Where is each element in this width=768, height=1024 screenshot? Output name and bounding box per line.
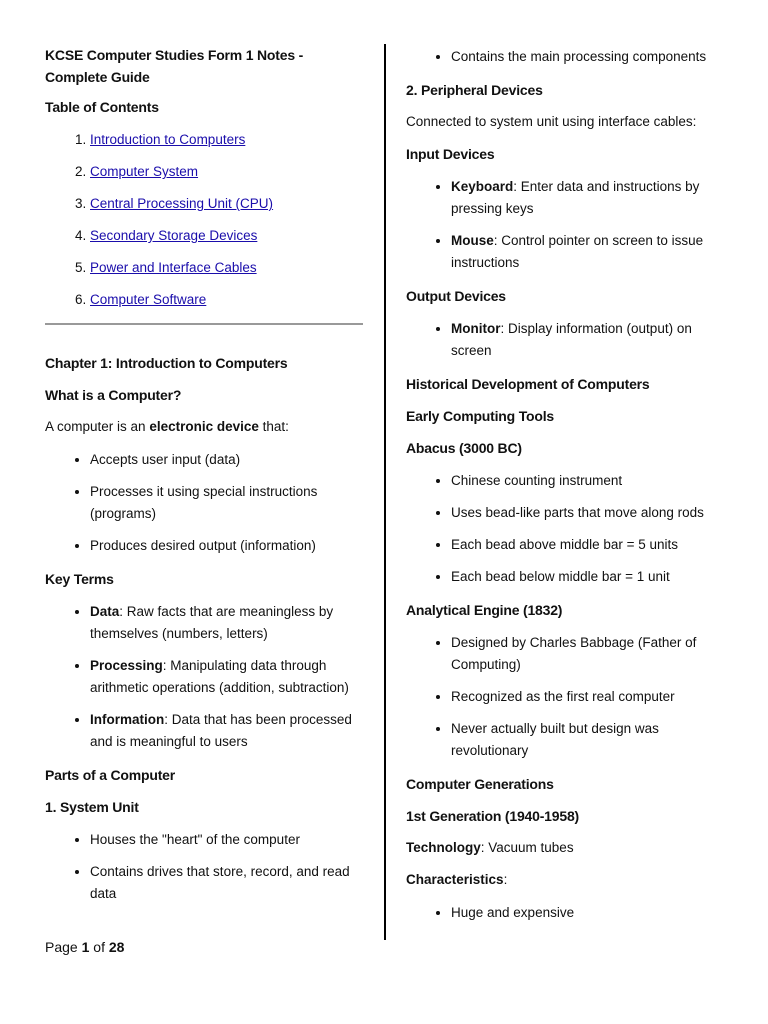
list-item: • Data: Raw facts that are meaningless by themselves (numbers, letters) (90, 601, 363, 645)
list-item: • Huge and expensive (451, 902, 731, 924)
column-divider (384, 44, 386, 940)
subsection-heading: 2. Peripheral Devices (406, 82, 543, 98)
toc-link-introduction[interactable]: Introduction to Computers (90, 132, 246, 147)
bullet-list (45, 449, 363, 557)
list-item: • Designed by Charles Babbage (Father of Computing) (451, 632, 731, 676)
list-item: • Keyboard: Enter data and instructions by pressing keys (451, 176, 731, 220)
bullet-list (45, 829, 363, 905)
section-heading: Computer Generations (406, 776, 554, 792)
toc-link-power-cables[interactable]: Power and Interface Cables (90, 260, 257, 275)
section-heading: What is a Computer? (45, 387, 182, 403)
list-item: • Processes it using special instructions (programs) (90, 481, 363, 525)
subsection-heading: Input Devices (406, 146, 495, 162)
section-heading: Key Terms (45, 571, 114, 587)
toc-heading: Table of Contents (45, 99, 159, 115)
toc-item (90, 161, 363, 183)
right-column (406, 46, 731, 936)
toc-link-software[interactable]: Computer Software (90, 292, 207, 307)
toc-item (90, 193, 363, 215)
list-item: • Houses the "heart" of the computer (90, 829, 363, 851)
subsection-heading: 1. System Unit (45, 799, 139, 815)
bullet-list (45, 601, 363, 753)
intro-paragraph: A computer is an electronic device that: (45, 419, 289, 434)
toc-item (90, 225, 363, 247)
chapter-heading: Chapter 1: Introduction to Computers (45, 355, 288, 371)
toc-item (90, 257, 363, 279)
subsection-heading: Analytical Engine (1832) (406, 602, 563, 618)
bullet-list (406, 902, 731, 924)
bullet-list (406, 470, 731, 588)
left-column (45, 44, 363, 917)
list-item: • Contains the main processing components (451, 46, 731, 68)
bullet-list (406, 318, 731, 362)
list-item: • Produces desired output (information) (90, 535, 363, 557)
list-item: • Information: Data that has been processed and is meaningful to users (90, 709, 363, 753)
bullet-list (406, 176, 731, 274)
bullet-list (406, 632, 731, 762)
list-item: • Uses bead-like parts that move along rods (451, 502, 731, 524)
paragraph: Characteristics: (406, 872, 508, 887)
table-of-contents (45, 129, 363, 311)
list-item: • Mouse: Control pointer on screen to issue instructions (451, 230, 731, 274)
toc-link-secondary-storage[interactable]: Secondary Storage Devices (90, 228, 258, 243)
subsection-heading: 1st Generation (1940-1958) (406, 808, 579, 824)
bullet-list (406, 46, 731, 68)
list-item: • Each bead above middle bar = 5 units (451, 534, 731, 556)
list-item: • Chinese counting instrument (451, 470, 731, 492)
list-item: • Contains drives that store, record, and read data (90, 861, 363, 905)
list-item: • Monitor: Display information (output) on screen (451, 318, 731, 362)
list-item: • Accepts user input (data) (90, 449, 363, 471)
toc-link-cpu[interactable]: Central Processing Unit (CPU) (90, 196, 274, 211)
list-item: • Never actually built but design was revolutionary (451, 718, 731, 762)
paragraph: Connected to system unit using interface cables: (406, 114, 697, 129)
list-item: • Each bead below middle bar = 1 unit (451, 566, 731, 588)
list-item: • Recognized as the first real computer (451, 686, 731, 708)
subsection-heading: Abacus (3000 BC) (406, 440, 522, 456)
subsection-heading: Output Devices (406, 288, 506, 304)
page-number: Page 1 of 28 (45, 939, 125, 955)
paragraph: Technology: Vacuum tubes (406, 840, 574, 855)
section-heading: Parts of a Computer (45, 767, 175, 783)
document-title: KCSE Computer Studies Form 1 Notes - Complete Guide (45, 47, 304, 85)
list-item: • Processing: Manipulating data through arithmetic operations (addition, subtraction) (90, 655, 363, 699)
section-heading: Historical Development of Computers (406, 376, 650, 392)
toc-item (90, 289, 363, 311)
toc-link-computer-system[interactable]: Computer System (90, 164, 199, 179)
toc-item (90, 129, 363, 151)
section-divider (45, 323, 363, 325)
subsection-heading: Early Computing Tools (406, 408, 554, 424)
